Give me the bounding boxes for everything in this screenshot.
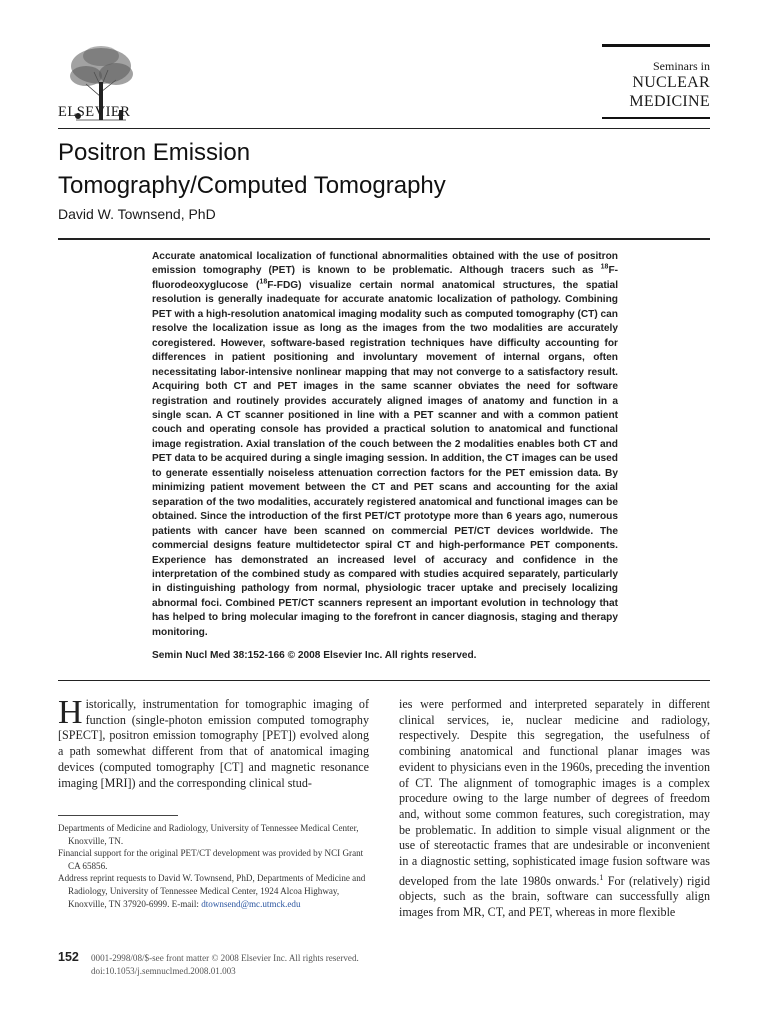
- drop-cap: H: [58, 694, 83, 731]
- abstract-top-divider: [58, 238, 710, 240]
- journal-line-3: MEDICINE: [629, 93, 710, 110]
- title-line-1: Positron Emission: [58, 139, 251, 166]
- citation: Semin Nucl Med 38:152-166 © 2008 Elsevier Inc. All rights reserved.: [152, 650, 477, 661]
- footnote-divider: [58, 815, 178, 816]
- publisher-name: ELSEVIER: [58, 104, 131, 120]
- abstract-text-1: Accurate anatomical localization of functional abnormalities obtained with the use of positron emission tomography (PET) is known to be problematic. Although tracers such as: [152, 251, 618, 277]
- title-line-2: Tomography/Computed Tomography: [58, 172, 446, 199]
- author: David W. Townsend, PhD: [58, 206, 216, 222]
- footnote-affiliation: Departments of Medicine and Radiology, University of Tennessee Medical Center, Knoxville, TN.: [58, 823, 359, 846]
- doi-line[interactable]: doi:10.1053/j.semnuclmed.2008.01.003: [91, 965, 236, 976]
- abstract-text-3: F-FDG) visualize certain normal anatomical structures, the spatial resolution is generally inadequate for accurate anatomic localization of pathology. Combining PET with a high-resolution anatomical imaging modality such as computed tomography (CT) can resolve the localization issue as long as the images from the two modalities are accurately coregistered. However, software-based registration techniques have difficulty accounting for differences in patient positioning and involuntary movement of internal organs, often necessitating labor-intensive nonlinear mapping that may not converge to a satisfactory result. Acquiring both CT and PET images in the same scanner obviates the need for software registration and routinely provides accurately aligned images of anatomy and function in a single scan. A CT scanner positioned in line with a PET scanner and with a common patient couch and operating console has provided a practical solution to anatomical and functional image registration. Axial translation of the couch between the 2 modalities enables both CT and PET data to be acquired during a single imaging session. In addition, the CT images can be used to generate essentially noiseless attenuation correction factors for the PET emission data. By minimizing patient movement between the CT and PET scans and accounting for the axial separation of the two modalities, accurately registered anatomical and functional images can be obtained. Since the introduction of the first PET/CT prototype more than 6 years ago, numerous patients with cancer have been scanned on commercial PET/CT devices worldwide. The commercial designs feature multidetector spiral CT and high-performance PET components. Experience has demonstrated an increased level of accuracy and confidence in the interpretation of the combined study as compared with studies acquired separately, particularly in distinguishing pathology from normal, physiologic tracer uptake and precisely localizing abnormal foci. Combined PET/CT scanners represent an important evolution in technology that has helped to bring molecular imaging to the forefront in cancer diagnosis, staging and therapy monitoring.: [152, 279, 619, 638]
- reference-marker[interactable]: 1: [599, 872, 604, 882]
- header-divider: [58, 128, 710, 129]
- journal-name: [602, 44, 710, 119]
- abstract-text-2: F-fluorodeoxyglucose (: [152, 265, 618, 291]
- body-text-left: istorically, instrumentation for tomographic imaging of function (single-photon emission computed tomography [SPECT], positron emission tomography [PET]) evolved along a path somewhat different from that of anatomical imaging devices (computed tomography [CT] and magnetic resonance imaging [MRI]) and the corresponding clinical stud-: [58, 697, 369, 790]
- journal-line-2: NUCLEAR: [632, 74, 710, 91]
- body-text-right: ies were performed and interpreted separately in different clinical services, ie, nuclear medicine and radiology, respectively. Despite this segregation, the usefulness of combining anatomical and functional planar images was evident to physicians even in the 1960s, preceding the invention of CT. The alignment of tomographic images is a complex procedure owing to the large number of degrees of freedom and, without some common features, such coregistration, may be problematic. In addition to simple visual alignment or the use of stereotactic frames that are undesirable or inconvenient in a diagnostic setting, sophisticated image fusion software was developed from the late 1980s onwards.: [399, 697, 710, 888]
- footer-metadata: [91, 952, 359, 977]
- journal-line-1: Seminars in: [653, 59, 710, 73]
- article-title: [58, 136, 446, 202]
- body-text-right-2: For (relatively) rigid objects, such as the brain, software can successfully align images from MR, CT, and PET, whereas in more flexible: [399, 873, 710, 920]
- isotope-superscript: 18: [600, 264, 609, 272]
- body-column-right: [399, 697, 710, 921]
- page-number: 152: [58, 950, 79, 964]
- footnote-address: [58, 872, 369, 910]
- abstract: [152, 250, 618, 640]
- isotope-superscript: 18: [259, 278, 268, 286]
- journal-rule: [602, 117, 710, 119]
- body-column-left: [58, 694, 369, 791]
- footnotes: [58, 822, 369, 910]
- copyright-line: 0001-2998/08/$-see front matter © 2008 Elsevier Inc. All rights reserved.: [91, 953, 359, 963]
- footnote-funding: Financial support for the original PET/CT development was provided by NCI Grant CA 65856.: [58, 848, 364, 871]
- address-text: Address reprint requests to David W. Townsend, PhD, Departments of Medicine and Radiology, University of Tennessee Medical Center, 1924 Alcoa Highway, Knoxville, TN 37920-6999. E-mail:: [58, 873, 366, 909]
- email-link[interactable]: dtownsend@mc.utmck.edu: [201, 898, 301, 909]
- abstract-bottom-divider: [58, 680, 710, 681]
